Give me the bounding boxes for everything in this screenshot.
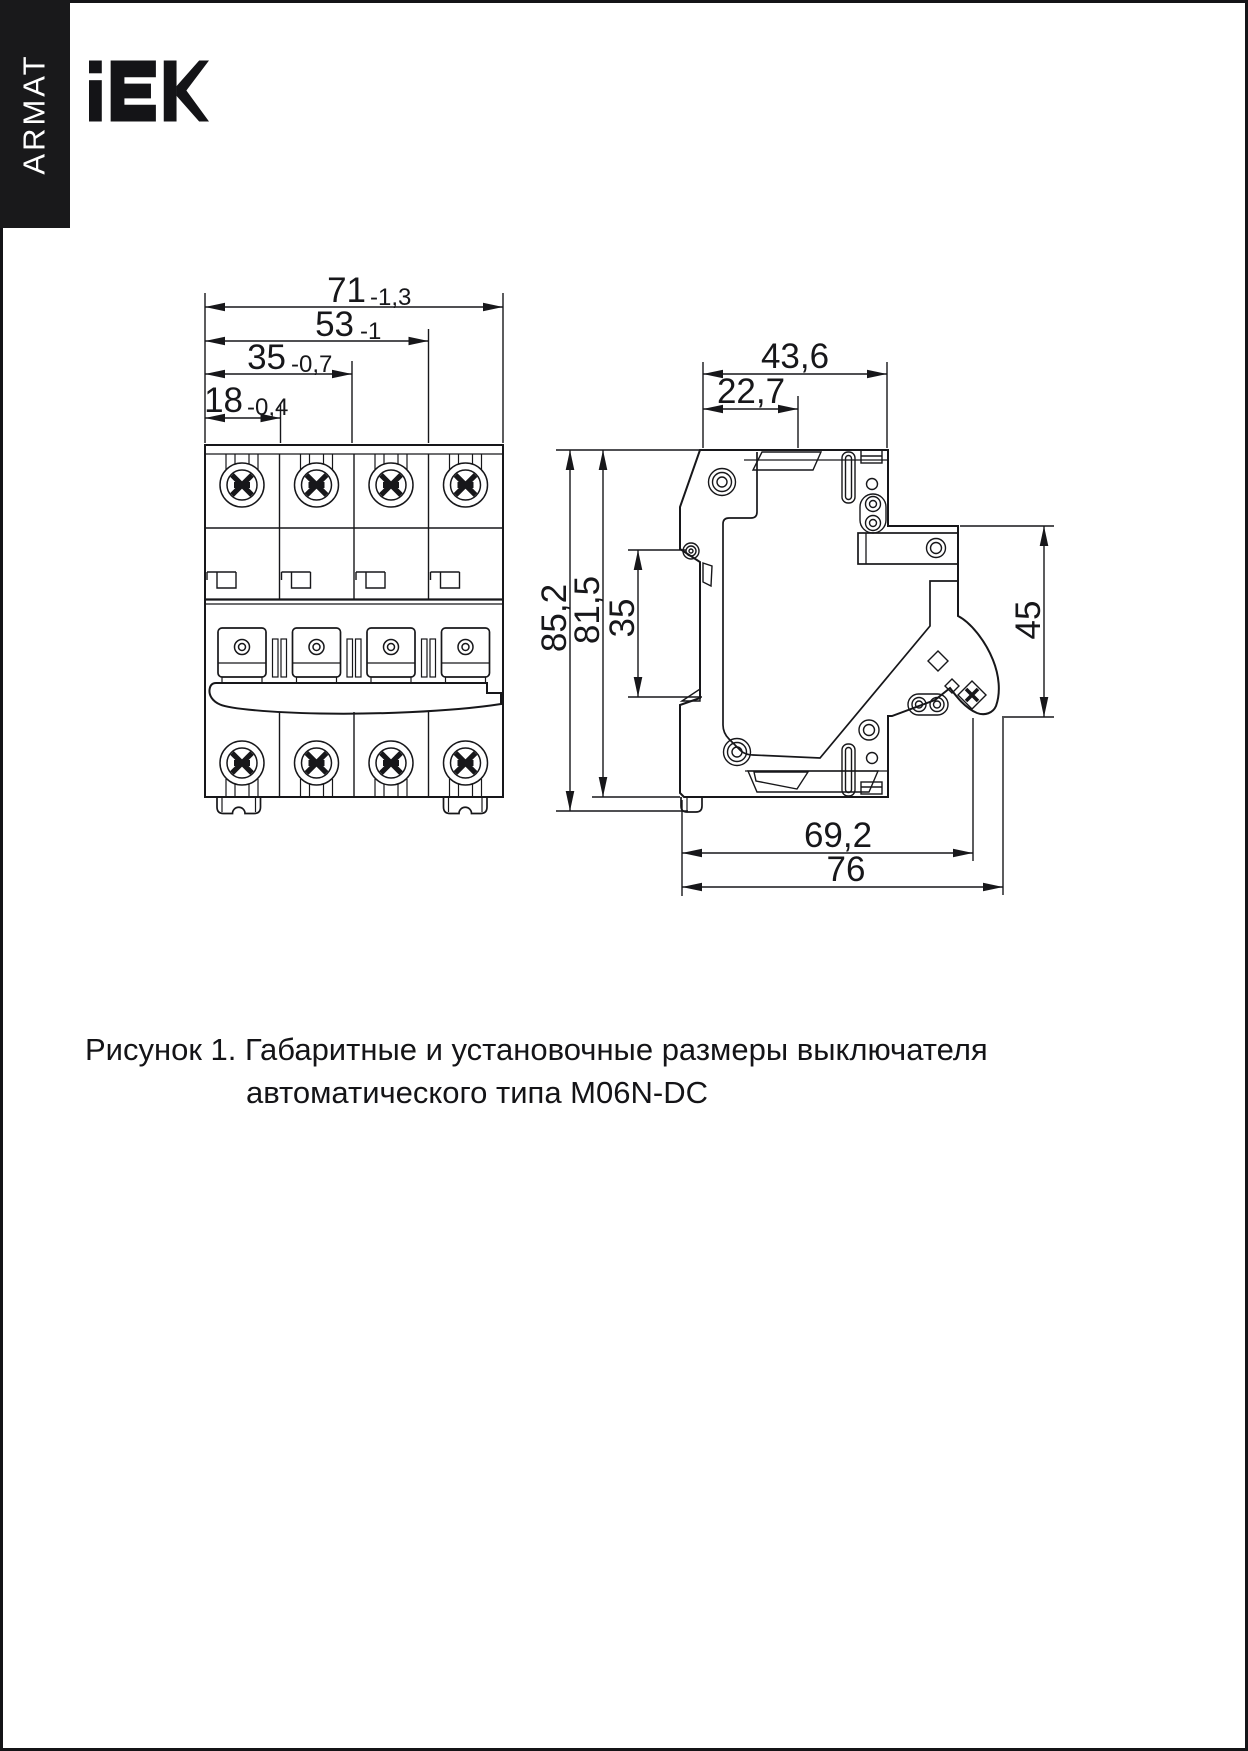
figure-caption-line-1: Рисунок 1. Габаритные и установочные размеры выключателя (85, 1032, 988, 1067)
front-toggle-modules (218, 628, 490, 683)
side-back-details-top (842, 450, 886, 533)
dim-label-85-2: 85,2 (535, 583, 574, 653)
dim-label-43-6: 43,6 (760, 337, 830, 376)
dim-tol-53: -1 (360, 318, 382, 345)
side-back-details-bottom (842, 744, 882, 796)
dim-label-18: 18 (204, 381, 243, 420)
front-bottom-tabs (217, 797, 487, 814)
front-view-dimension-labels (204, 271, 411, 421)
dim-label-22-7: 22,7 (716, 372, 786, 411)
dim-tol-35: -0,7 (291, 351, 333, 378)
side-toggle-handle (908, 679, 986, 715)
dim-tol-18: -0,4 (247, 394, 289, 421)
front-view-drawing (205, 445, 503, 814)
front-mid-clips (207, 572, 460, 588)
dim-label-35: 35 (247, 338, 286, 377)
dim-label-69-2: 69,2 (803, 816, 873, 855)
figure-caption-line-2: автоматического типа M06N-DC (246, 1075, 708, 1110)
dim-label-45: 45 (1009, 600, 1048, 640)
front-handle-tie-bar (209, 683, 501, 714)
dim-label-81-5: 81,5 (568, 575, 607, 645)
side-view-dimension-labels (535, 337, 1048, 889)
side-front-block (858, 533, 958, 564)
side-bottom-tab (681, 797, 702, 812)
brand-vertical-text: ARMAT (17, 53, 53, 175)
dim-label-35-din: 35 (603, 598, 642, 638)
dim-label-76: 76 (826, 850, 866, 889)
side-view-drawing (680, 450, 999, 812)
dim-tol-71: -1,3 (370, 284, 412, 311)
dim-label-71: 71 (327, 271, 366, 310)
dim-label-53: 53 (315, 305, 354, 344)
